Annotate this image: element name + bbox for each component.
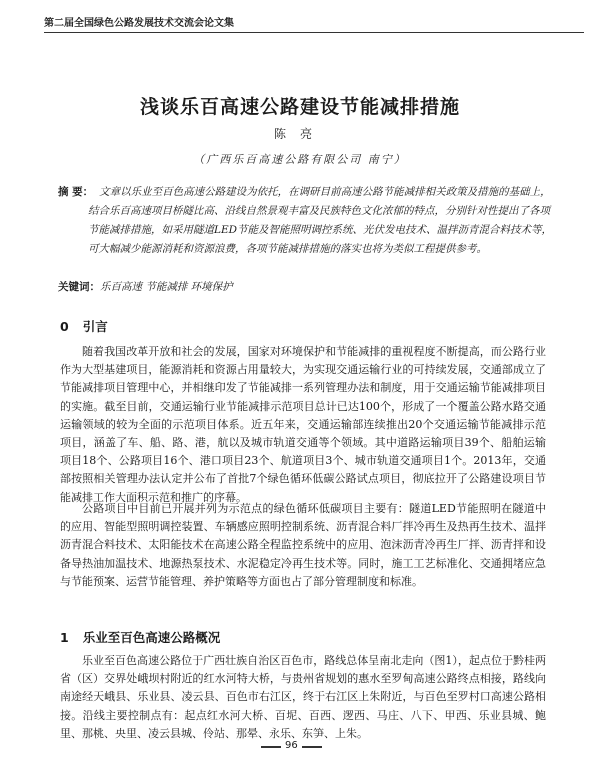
paragraph: 随着我国改革开放和社会的发展，国家对环境保护和节能减排的重视程度不断提高，而公路行业作为大型基建项目，能源消耗和资源占用量较大，为实现交通运输行业的可持续发展，交通部成立了节能减排项目管理中心，并相继印发了节能减排一系列管理办法和制度，用于交通运输节能减排项目的实施。截至目前，交通运输行业节能减排示范项目总计已达100个，形成了一个覆盖公路水路交通运输领域的较为全面的示范项目体系。近五年来，交通运输部连续推出20个交通运输节能减排示范项目，涵盖了车、船、路、港，航以及城市轨道交通等个领域。其中道路运输项目39个、船舶运输项目18个、公路项目16个、港口项目23个、航道项目3个、城市轨道交通项目1个。2013年，交通部按照相关管理办法认定并公布了首批7个绿色循环低碳公路试点项目，彻底拉开了公路建设项目节能减排工作大面积示范和推广的序幕。 (60, 345, 546, 504)
paper-title: 浅谈乐百高速公路建设节能减排措施 (139, 96, 460, 118)
author: 陈亮 (273, 127, 326, 141)
keywords (58, 279, 558, 294)
section-title: 引言 (82, 319, 108, 334)
section-number: 1 (60, 630, 69, 645)
section-number: 0 (60, 319, 69, 334)
keywords-text: 乐百高速 节能减排 环境保护 (100, 281, 233, 293)
keywords-label: 关键词： (58, 281, 100, 293)
section-title: 乐业至百色高速公路概况 (82, 630, 221, 645)
abstract (58, 183, 558, 259)
header-rule (44, 32, 584, 33)
paragraph: 公路项目中目前已开展并列为示范点的绿色循环低碳项目主要有：隧道LED节能照明在隧道中的应用、智能型照明调控装置、车辆感应照明控制系统、沥青混合料厂拌冷再生及热再生技术、温拌沥青混合料技术、太阳能技术在高速公路全程监控系统中的应用、泡沫沥青冷再生厂拌、沥青拌和设备导热油加温技术、地源热泵技术、水泥稳定冷再生技术等。同时，施工工艺标准化、交通拥堵应急与节能预案、运营节能管理、养护策略等方面也占了部分管理制度和标准。 (60, 502, 546, 588)
abstract-text: 文章以乐业至百色高速公路建设为依托，在调研目前高速公路节能减排相关政策及措施的基础上，结合乐百高速项目桥隧比高、沿线自然景观丰富及民族特色文化浓郁的特点，分别针对性提出了各项节能减排措施，如采用隧道LED节能及智能照明调控系统、光伏发电技术、温拌沥青混合料技术等，可大幅减少能源消耗和资源浪费，各项节能减排措施的落实也将为类似工程提供参考。 (88, 186, 553, 255)
page-number: 96 (285, 740, 298, 751)
paragraph: 乐业至百色高速公路位于广西壮族自治区百色市，路线总体呈南北走向（图1），起点位于黔桂两省（区）交界处峨坝村附近的红水河特大桥，与贵州省规划的惠水至罗甸高速公路终点相接，路线向南途经天峨县、乐业县、凌云县、百色市右江区，终于右江区上朱附近，与百色至罗村口高速公路相接。沿线主要控制点有：起点红水河大桥、百坭、百西、逻西、马庄、八下、甲西、乐业县城、鲍里、那桃、央里、凌云县城、伶站、那晕、永乐、东笋、上朱。 (60, 654, 546, 740)
running-header: 第二届全国绿色公路发展技术交流会论文集 (44, 18, 234, 29)
affiliation: （广西乐百高速公路有限公司 南宁） (193, 153, 407, 166)
abstract-label: 摘 要： (58, 186, 94, 198)
section-heading-overview (60, 628, 220, 646)
section-heading-intro (60, 317, 108, 335)
